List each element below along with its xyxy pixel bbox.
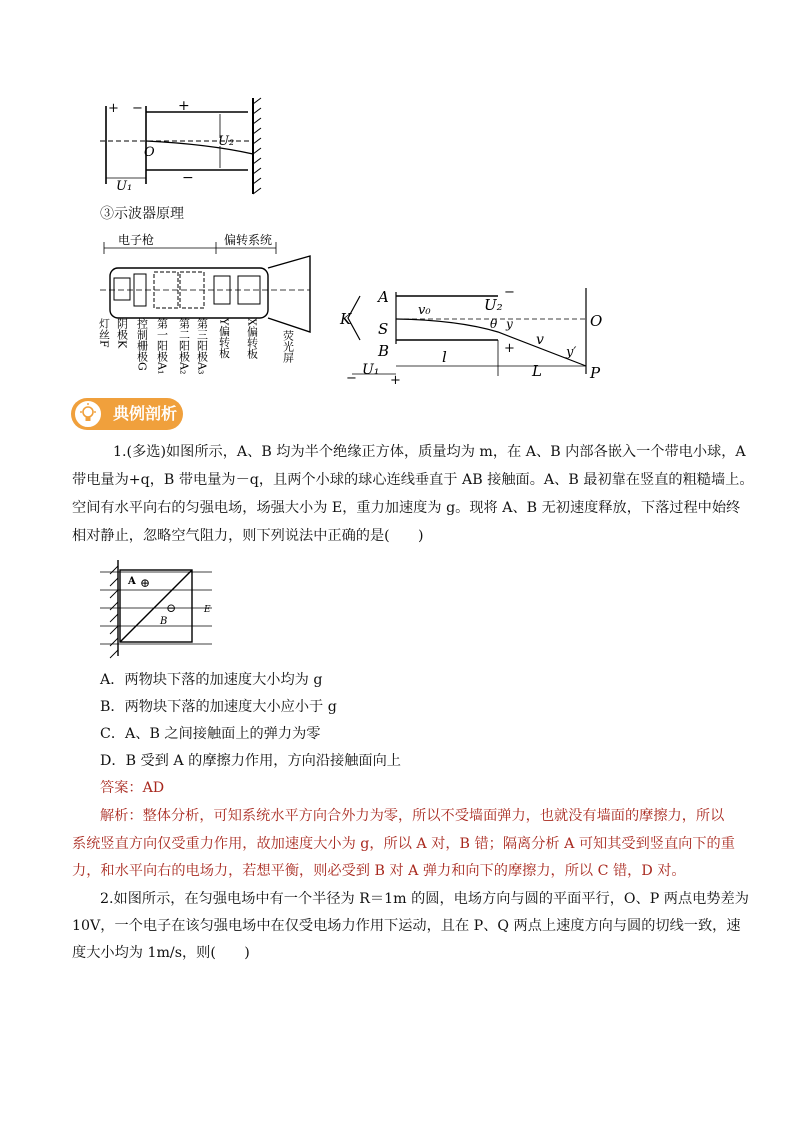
trajectory-figure (338, 282, 610, 388)
fig3-b: B (378, 342, 390, 360)
q1-fig-plus: ⊕ (140, 576, 151, 590)
section3-title: ③示波器原理 (100, 206, 184, 222)
label-anode3: 第三阳极A₃ (195, 318, 209, 375)
q1-fig-minus: ⊖ (166, 601, 177, 615)
fig3-v: v (536, 332, 544, 348)
fig3-y: y (506, 317, 513, 331)
label-screen: 荧光屏 (281, 330, 295, 363)
section-badge-label: 典例剖析 (113, 404, 178, 423)
oscilloscope-figure (98, 232, 323, 384)
q1-option-a: A．两物块下落的加速度大小均为 g (100, 672, 323, 688)
fig3-minus-top: − (504, 285, 515, 300)
deflection-figure (98, 96, 268, 198)
q1-analysis-1: 解析：整体分析，可知系统水平方向合外力为零，所以不受墙面弹力，也就没有墙面的摩擦力，所以 (100, 808, 725, 824)
section-badge (71, 398, 183, 430)
q1-fig-a: A (128, 576, 136, 587)
label-anode2: 第二阳极A₂ (177, 318, 191, 375)
q1-fig-b: B (160, 616, 168, 627)
fig3-o: O (590, 312, 603, 330)
q1-option-b: B．两物块下落的加速度大小应小于 g (100, 699, 337, 715)
minus-bottom: − (182, 170, 194, 186)
minus-left: − (132, 101, 143, 116)
fig3-l: l (442, 348, 447, 366)
fig3-u2: U₂ (484, 296, 503, 314)
q1-fig-e: E (204, 605, 211, 615)
q1-analysis-2: 系统竖直方向仅受重力作用，故加速度大小为 g，所以 A 对，B 错；隔离分析 A 可知其受到竖直向下的重 (72, 836, 735, 852)
fig3-yprime: y′ (566, 345, 577, 360)
label-cathode: 阴极K (115, 318, 129, 349)
q1-line-3: 空间有水平向右的匀强电场，场强大小为 E，重力加速度为 g。现将 A、B 无初速度释放，下落过程中始终 (72, 500, 741, 516)
label-y-plate: Y偏转板 (217, 318, 231, 359)
q1-line-1: 1.(多选)如图所示，A、B 均为半个绝缘正方体，质量均为 m，在 A、B 内部各嵌入一个带电小球，A (113, 444, 746, 460)
fig3-s: S (378, 320, 389, 338)
label-anode1: 第一阳极A₁ (155, 318, 169, 375)
label-x-plate: X偏转板 (245, 318, 259, 359)
fig3-minus-bot: − (346, 371, 357, 386)
q2-line-2: 10V，一个电子在该匀强电场中在仅受电场力作用下运动，且在 P、Q 两点上速度方向与圆的切线一致，速 (72, 918, 741, 934)
fig3-bigL: L (532, 362, 542, 380)
label-grid: 控制栅极G (135, 318, 149, 371)
deflection-system-label: 偏转系统 (224, 233, 273, 247)
q1-option-c: C．A、B 之间接触面上的弹力为零 (100, 726, 321, 742)
fig3-u1: U₁ (362, 362, 380, 378)
plus-left: + (108, 101, 119, 116)
label-filament: 灯丝F (98, 318, 111, 348)
q1-line-4: 相对静止，忽略空气阻力，则下列说法中正确的是( ) (72, 528, 424, 544)
fig3-p: P (590, 364, 601, 382)
lightbulb-icon (73, 399, 103, 429)
u2-label: U₂ (218, 134, 235, 149)
fig3-theta: θ (490, 317, 498, 331)
origin-label: O (144, 145, 155, 160)
q1-line-2: 带电量为+q，B 带电量为－q，且两个小球的球心连线垂直于 AB 接触面。A、B 最初靠在竖直的粗糙墙上。 (72, 472, 754, 488)
u1-label: U₁ (116, 179, 133, 194)
fig3-plus-mid: + (504, 341, 515, 356)
q1-figure (100, 556, 216, 660)
q2-line-1: 2.如图所示，在匀强电场中有一个半径为 R＝1m 的圆，电场方向与圆的平面平行，O、P 两点电势差为 (100, 891, 749, 907)
fig3-v0: v₀ (418, 303, 431, 318)
fig3-a: A (378, 288, 389, 306)
q1-analysis-3: 力，和水平向右的电场力，若想平衡，则必受到 B 对 A 弹力和向下的摩擦力，所以 C 错，D 对。 (72, 863, 686, 879)
q1-option-d: D．B 受到 A 的摩擦力作用，方向沿接触面向上 (100, 753, 401, 769)
q1-answer: 答案：AD (100, 780, 165, 796)
electron-gun-label: 电子枪 (118, 233, 155, 247)
plus-top: + (178, 98, 190, 114)
fig3-k: K (340, 310, 352, 328)
q2-line-3: 度大小均为 1m/s，则( ) (72, 945, 250, 961)
fig3-plus-bot: + (390, 373, 401, 388)
